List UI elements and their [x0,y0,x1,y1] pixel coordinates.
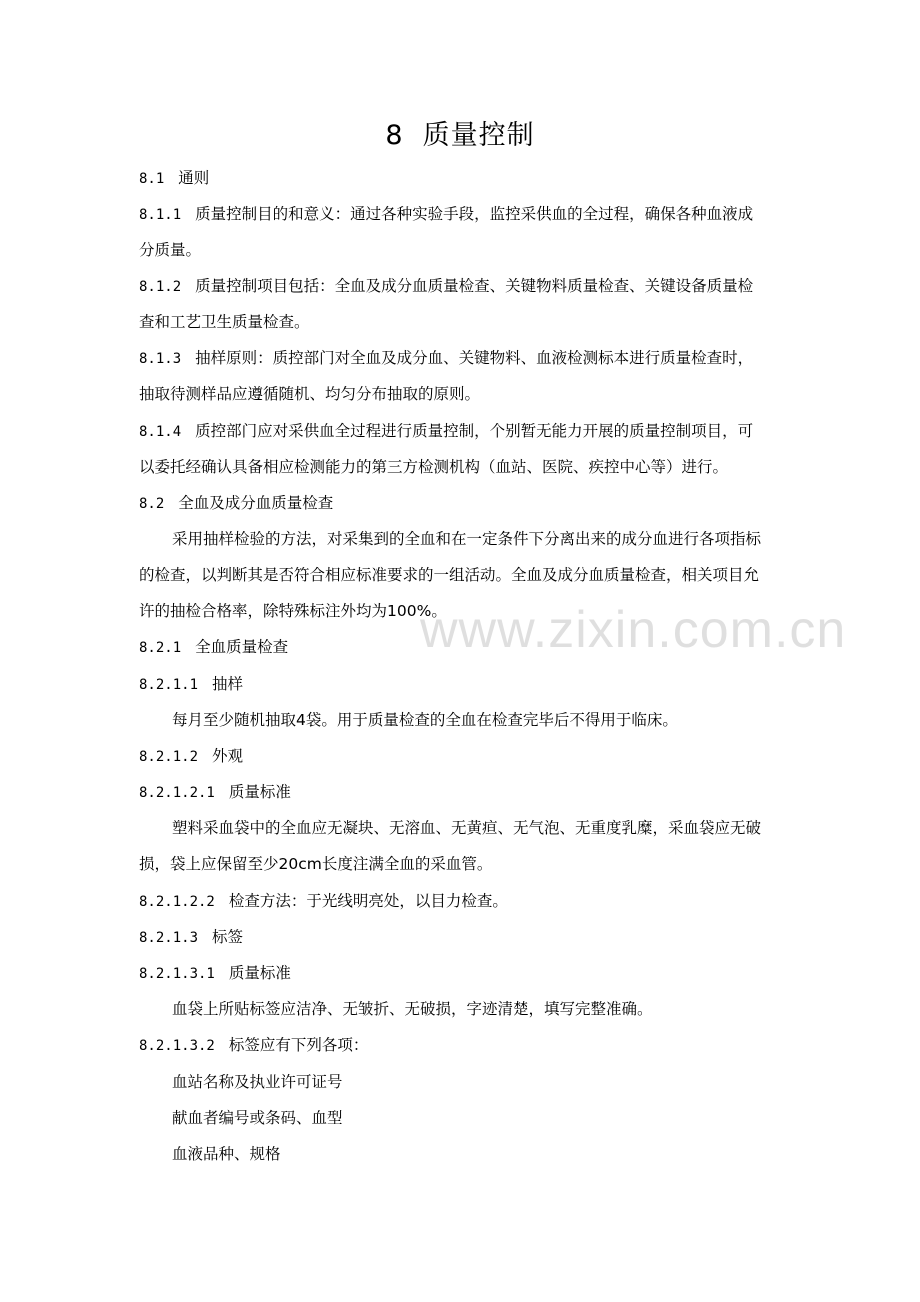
clause-8-2-1-1 [139,673,789,696]
paragraph-8-2-line-2: 的检查，以判断其是否符合相应标准要求的一组活动。全血及成分血质量检查，相关项目允 [139,566,760,584]
clause-text: 质量控制目的和意义：通过各种实验手段，监控采供血的全过程，确保各种血液成 [195,205,754,223]
clause-8-1-2-continued: 查和工艺卫生质量检查。 [139,313,310,331]
clause-text: 检查方法：于光线明亮处，以目力检查。 [228,892,508,910]
clause-8-2-1-2-1 [139,781,789,804]
paragraph-8-2-1-2-1-line-2: 损，袋上应保留至少20cm长度注满全血的采血管。 [139,855,493,873]
clause-number: 8.2.1.1 [139,677,199,693]
section-number: 8.2 [139,496,165,512]
clause-number: 8.2.1.2.1 [139,785,215,801]
clause-text: 抽样 [212,675,244,693]
clause-8-1-4-continued: 以委托经确认具备相应检测能力的第三方检测机构（血站、医院、疾控中心等）进行。 [139,458,729,476]
clause-text: 质量控制项目包括：全血及成分血质量检查、关键物料质量检查、关键设备质量检 [195,277,754,295]
clause-text: 外观 [212,747,244,765]
paragraph-8-2-line-3: 许的抽检合格率，除特殊标注外均为100%。 [139,602,447,620]
paragraph-8-2-1-1: 每月至少随机抽取4袋。用于质量检查的全血在检查完毕后不得用于临床。 [172,711,678,729]
clause-8-2-1-3 [139,926,789,949]
clause-8-1-1-continued: 分质量。 [139,241,202,259]
clause-8-1-4 [139,420,789,443]
page-title: 8 质量控制 [385,120,535,151]
clause-8-2-1 [139,636,789,659]
clause-number: 8.1.2 [139,279,182,295]
clause-8-2-1-2-2 [139,890,789,913]
clause-text: 抽样原则：质控部门对全血及成分血、关键物料、血液检测标本进行质量检查时， [195,349,754,367]
clause-8-1-3 [139,347,789,370]
clause-number: 8.2.1 [139,640,182,656]
clause-text: 质量标准 [228,783,291,801]
clause-8-1-3-continued: 抽取待测样品应遵循随机、均匀分布抽取的原则。 [139,385,481,403]
list-item: 血液品种、规格 [172,1145,281,1163]
clause-number: 8.1.1 [139,207,182,223]
clause-number: 8.2.1.2.2 [139,894,215,910]
clause-number: 8.1.3 [139,351,182,367]
section-heading-8-1 [139,167,789,190]
clause-text: 全血质量检查 [195,638,289,656]
clause-number: 8.2.1.3.2 [139,1038,215,1054]
list-item: 血站名称及执业许可证号 [172,1073,343,1091]
section-title: 全血及成分血质量检查 [178,494,334,512]
paragraph-8-2-1-2-1-line-1: 塑料采血袋中的全血应无凝块、无溶血、无黄疸、无气泡、无重度乳糜，采血袋应无破 [172,819,762,837]
paragraph-8-2-line-1: 采用抽样检验的方法，对采集到的全血和在一定条件下分离出来的成分血进行各项指标 [172,530,762,548]
watermark: www.zixin.com.cn [420,601,847,659]
clause-text: 质量标准 [228,964,291,982]
clause-8-2-1-2 [139,745,789,768]
clause-number: 8.2.1.2 [139,749,199,765]
paragraph-8-2-1-3-1: 血袋上所贴标签应洁净、无皱折、无破损，字迹清楚，填写完整准确。 [172,1000,653,1018]
clause-number: 8.1.4 [139,424,182,440]
section-number: 8.1 [139,171,165,187]
clause-8-2-1-3-1 [139,962,789,985]
clause-text: 标签 [212,928,244,946]
clause-8-2-1-3-2 [139,1034,789,1057]
clause-text: 质控部门应对采供血全过程进行质量控制，个别暂无能力开展的质量控制项目，可 [195,422,754,440]
clause-number: 8.2.1.3.1 [139,966,215,982]
section-heading-8-2 [139,492,789,515]
section-title: 通则 [178,169,210,187]
clause-8-1-2 [139,275,789,298]
clause-text: 标签应有下列各项： [228,1036,369,1054]
clause-number: 8.2.1.3 [139,930,199,946]
list-item: 献血者编号或条码、血型 [172,1109,343,1127]
clause-8-1-1 [139,203,789,226]
